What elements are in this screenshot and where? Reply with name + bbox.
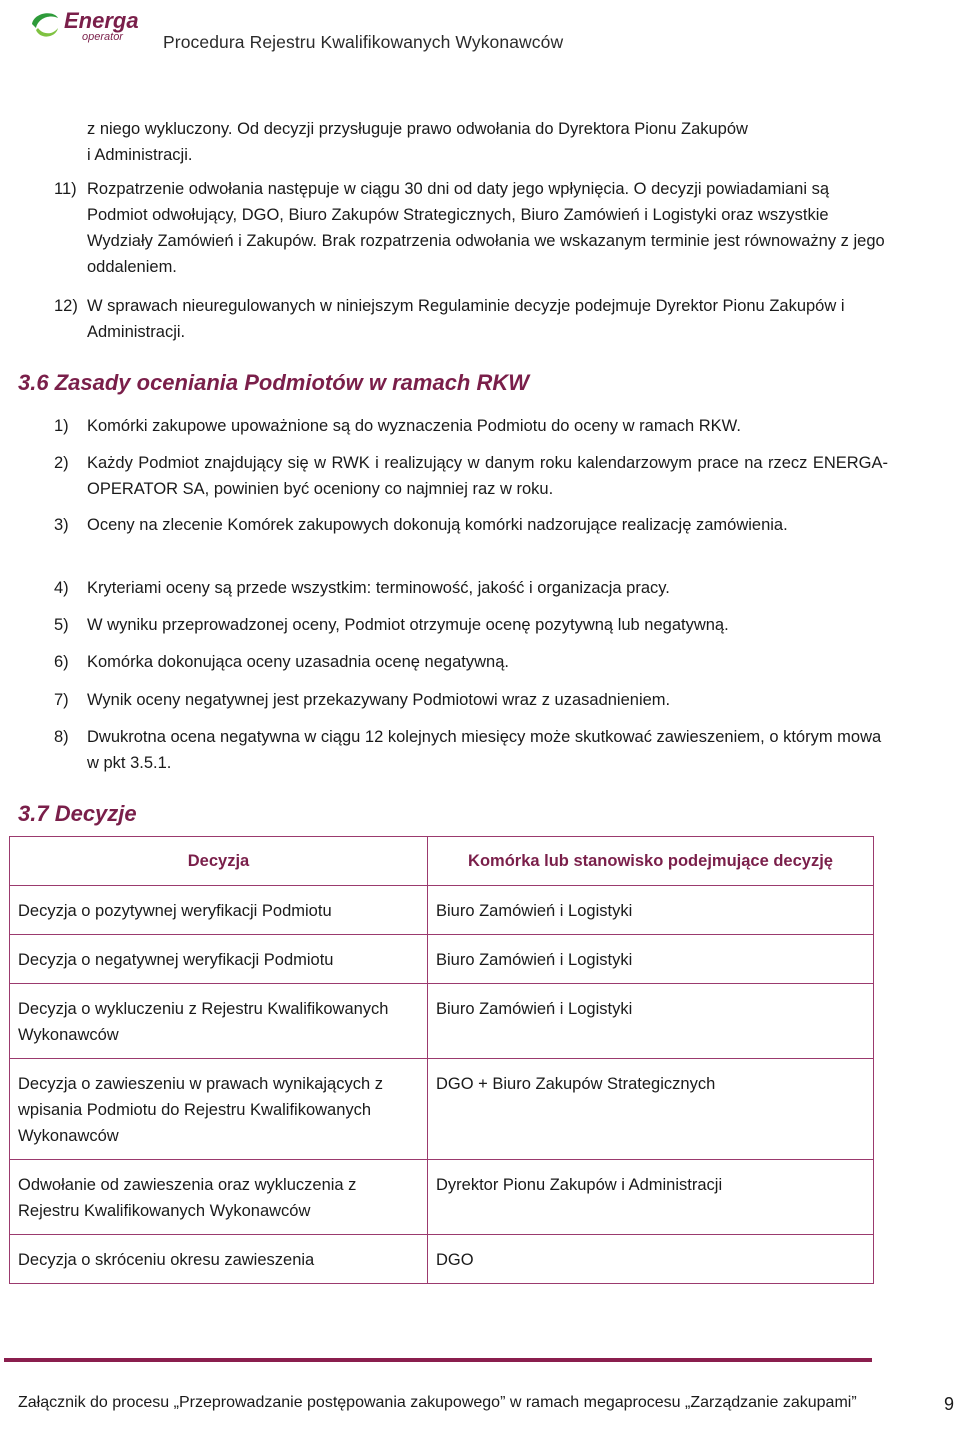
list-text: Rozpatrzenie odwołania następuje w ciągu 30 dni od daty jego wpłynięcia. O decyzji powiadamiani są Podmiot odwołujący, DGO, Biuro Zakupów Strategicznych, Biuro Zamówień i Logistyki oraz wszystkie Wydziały Zamówień i Zakupów. Brak rozpatrzenia odwołania we wskazanym terminie jest równoważny z jego oddaleniem. [87,180,885,276]
table-cell: DGO [428,1235,874,1284]
list-text: Wynik oceny negatywnej jest przekazywany Podmiotowi wraz z uzasadnieniem. [87,691,671,709]
section-heading-3-6: 3.6 Zasady oceniania Podmiotów w ramach RKW [18,370,530,395]
list-item [54,687,888,713]
table-row [10,935,874,984]
list-item [54,413,888,439]
list-text: Dwukrotna ocena negatywna w ciągu 12 kolejnych miesięcy może skutkować zawieszeniem, o którym mowa w pkt 3.5.1. [87,728,882,772]
list-number: 12) [54,297,78,315]
list-number: 6) [54,653,69,671]
table-header-row [10,837,874,886]
header-title: Procedura Rejestru Kwalifikowanych Wykonawców [163,32,564,52]
list-text: Komórka dokonująca oceny uzasadnia ocenę negatywną. [87,653,509,671]
table-cell: Decyzja o pozytywnej weryfikacji Podmiotu [10,886,428,935]
decisions-table [9,836,874,1284]
list-item [54,649,888,675]
list-item [54,450,888,502]
intro-line-1: z niego wykluczony. Od decyzji przysługuje prawo odwołania do Dyrektora Pionu Zakupów [87,120,748,138]
intro-paragraph [87,116,887,168]
footer-divider [4,1358,872,1362]
page-number: 9 [944,1394,955,1414]
list-number: 3) [54,516,69,534]
table-row [10,1059,874,1160]
list-item [54,724,888,776]
brand-name: Energa [64,8,139,33]
list-number: 11) [54,180,77,198]
table-cell: Decyzja o zawieszeniu w prawach wynikających z wpisania Podmiotu do Rejestru Kwalifikowanych Wykonawców [10,1059,428,1160]
list-number: 2) [54,454,69,472]
table-cell: Dyrektor Pionu Zakupów i Administracji [428,1160,874,1235]
table-row [10,1160,874,1235]
table-cell: Biuro Zamówień i Logistyki [428,984,874,1059]
table-row [10,886,874,935]
table-cell: Decyzja o skróceniu okresu zawieszenia [10,1235,428,1284]
brand-sub: operator [82,31,123,43]
table-cell: DGO + Biuro Zakupów Strategicznych [428,1059,874,1160]
list-text: Kryteriami oceny są przede wszystkim: terminowość, jakość i organizacja pracy. [87,579,670,597]
energa-swoosh-icon [26,6,166,46]
table-row [10,984,874,1059]
list-item [54,512,888,538]
list-number: 7) [54,691,69,709]
list-item [54,176,888,280]
list-number: 5) [54,616,69,634]
table-cell: Biuro Zamówień i Logistyki [428,886,874,935]
list-text: Każdy Podmiot znajdujący się w RWK i realizujący w danym roku kalendarzowym prace na rzecz ENERGA-OPERATOR SA, powinien być oceniony co najmniej raz w roku. [87,454,888,498]
list-text: W sprawach nieuregulowanych w niniejszym Regulaminie decyzje podejmuje Dyrektor Pionu Zakupów i Administracji. [87,297,845,341]
list-item [54,293,888,345]
intro-line-2: i Administracji. [87,146,193,164]
table-cell: Biuro Zamówień i Logistyki [428,935,874,984]
table-cell: Odwołanie od zawieszenia oraz wykluczenia z Rejestru Kwalifikowanych Wykonawców [10,1160,428,1235]
table-cell: Decyzja o wykluczeniu z Rejestru Kwalifikowanych Wykonawców [10,984,428,1059]
footer-text: Załącznik do procesu „Przeprowadzanie postępowania zakupowego” w ramach megaprocesu „Zarządzanie zakupami” [18,1394,857,1411]
list-text: W wyniku przeprowadzonej oceny, Podmiot otrzymuje ocenę pozytywną lub negatywną. [87,616,729,634]
list-text: Komórki zakupowe upoważnione są do wyznaczenia Podmiotu do oceny w ramach RKW. [87,417,741,435]
list-item [54,575,888,601]
energa-logo [26,6,166,46]
table-header-decision: Decyzja [10,837,428,886]
list-number: 1) [54,417,69,435]
table-header-unit: Komórka lub stanowisko podejmujące decyzję [428,837,874,886]
list-text: Oceny na zlecenie Komórek zakupowych dokonują komórki nadzorujące realizację zamówienia. [87,516,788,534]
table-cell: Decyzja o negatywnej weryfikacji Podmiotu [10,935,428,984]
section-heading-3-7: 3.7 Decyzje [18,801,137,826]
table-row [10,1235,874,1284]
list-number: 8) [54,728,69,746]
list-number: 4) [54,579,69,597]
list-item [54,612,888,638]
